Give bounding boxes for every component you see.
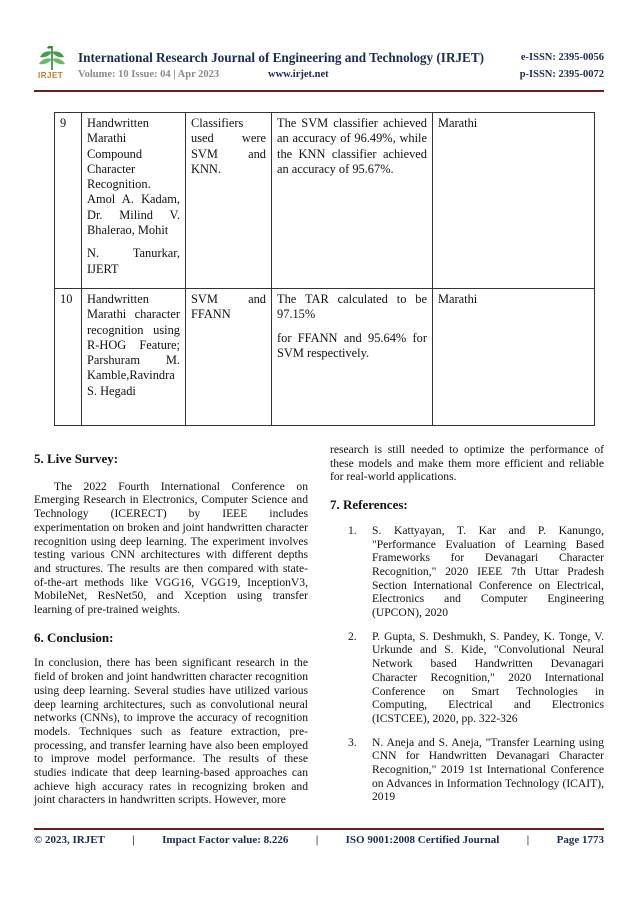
volume-issue: Volume: 10 Issue: 04 | Apr 2023 bbox=[78, 69, 220, 80]
result-extra-text: for FFANN and 95.64% for SVM respectively. bbox=[277, 330, 427, 360]
paper-title-extra: N. Tanurkar, IJERT bbox=[87, 246, 180, 276]
right-column bbox=[330, 443, 604, 814]
result-text: The TAR calculated to be 97.15% bbox=[277, 292, 427, 322]
reference-number: 2. bbox=[348, 629, 357, 643]
row-number: 10 bbox=[55, 289, 82, 426]
footer-divider bbox=[34, 828, 604, 830]
reference-text: S. Kattyayan, T. Kar and P. Kanungo, "Performance Evaluation of Learning Based Frameworks for Devanagari Character Recognition," 2020 IEEE 7th Uttar Pradesh Section International Conference on Electrical, Electronics and Computer Engineering (UPCON), 2020 bbox=[372, 523, 604, 620]
method-cell: Classifiers used were SVM and KNN. bbox=[186, 113, 272, 289]
reference-number: 3. bbox=[348, 735, 357, 749]
reference-item bbox=[348, 630, 604, 726]
footer-copyright: © 2023, IRJET bbox=[34, 834, 105, 846]
language-cell: Marathi bbox=[433, 113, 595, 289]
conclusion-paragraph: In conclusion, there has been significant research in the field of broken and joint handwritten character recognition using deep learning. Several studies have utilized various deep learning architectures, such as convolutional neural networks (CNNs), to improve the accuracy of recognition models. Techniques such as feature extraction, pre-processing, and transfer learning have also been employed to improve model performance. The results of these studies indicate that deep learning-based approaches can achieve high accuracy rates in recognizing broken and joint characters in handwritten scripts. However, more bbox=[34, 656, 308, 807]
result-text: The SVM classifier achieved an accuracy of 96.49%, while the KNN classifier achieved an accuracy of 95.67%. bbox=[277, 116, 427, 176]
conclusion-heading: 6. Conclusion: bbox=[34, 629, 114, 645]
live-survey-heading: 5. Live Survey: bbox=[34, 451, 119, 466]
literature-table bbox=[54, 112, 595, 426]
footer-impact-factor: Impact Factor value: 8.226 bbox=[162, 834, 289, 846]
reference-text: N. Aneja and S. Aneja, "Transfer Learning using CNN for Handwritten Devanagari Character Recognition," 2019 1st International Conference on Advances in Information Technology (ICAIT), 2019 bbox=[372, 735, 604, 804]
e-issn: e-ISSN: 2395-0056 bbox=[520, 52, 604, 63]
page-footer bbox=[34, 834, 604, 846]
header-divider bbox=[34, 90, 604, 92]
reference-text: P. Gupta, S. Deshmukh, S. Pandey, K. Tonge, V. Urkunde and S. Kide, "Convolutional Neural Network based Handwritten Devanagari Character Recognition," 2020 International Conference on Smart Technologies in Computing, Electrical and Electronics (ICSTCEE), 2020, pp. 322-326 bbox=[372, 629, 604, 725]
footer-iso: ISO 9001:2008 Certified Journal bbox=[345, 834, 500, 846]
result-cell bbox=[272, 289, 433, 426]
paper-title-authors bbox=[82, 113, 186, 289]
references-list bbox=[348, 524, 604, 804]
footer-separator: | bbox=[132, 834, 135, 846]
journal-website-link[interactable]: www.irjet.net bbox=[268, 69, 329, 80]
journal-title: International Research Journal of Engineering and Technology (IRJET) bbox=[78, 50, 485, 65]
live-survey-paragraph: The 2022 Fourth International Conference on Emerging Research in Electronics, Computer Science and Technology (ICERECT) by IEEE includes experimentation on broken and joint handwritten character recognition using deep learning. The experiment involves testing various CNN architectures with different depths and structures. The results are then compared with state-of-the-art methods like VGG16, VGG19, InceptionV3, MobileNet, ResNet50, and Xception using transfer learning of pre-trained weights. bbox=[34, 479, 308, 617]
logo-text: IRJET bbox=[38, 71, 64, 80]
journal-header bbox=[34, 44, 604, 88]
paper-title-text: Handwritten Marathi Compound Character Recognition. Amol A. Kadam, Dr. Milind V. Bhalerao, Mohit bbox=[87, 116, 180, 238]
result-cell bbox=[272, 113, 433, 289]
table-row bbox=[55, 289, 595, 426]
p-issn: p-ISSN: 2395-0072 bbox=[519, 69, 604, 80]
footer-separator: | bbox=[526, 834, 530, 846]
table-row bbox=[55, 113, 595, 289]
paper-title-text: Handwritten Marathi character recognition using R-HOG Feature; Parshuram M. Kamble,Ravindra S. Hegadi bbox=[87, 292, 180, 398]
reference-number: 1. bbox=[348, 523, 357, 537]
method-cell: SVM and FFANN bbox=[186, 289, 272, 426]
language-cell: Marathi bbox=[433, 289, 595, 426]
reference-item bbox=[348, 524, 604, 620]
references-heading: 7. References: bbox=[330, 497, 408, 513]
paper-title-authors bbox=[82, 289, 186, 426]
left-column bbox=[34, 452, 308, 807]
reference-item bbox=[348, 736, 604, 805]
conclusion-continuation: research is still needed to optimize the performance of these models and make them more efficient and reliable for real-world applications. bbox=[330, 443, 604, 484]
row-number: 9 bbox=[55, 113, 82, 289]
footer-page-number: Page 1773 bbox=[556, 834, 604, 846]
footer-separator: | bbox=[315, 834, 319, 846]
